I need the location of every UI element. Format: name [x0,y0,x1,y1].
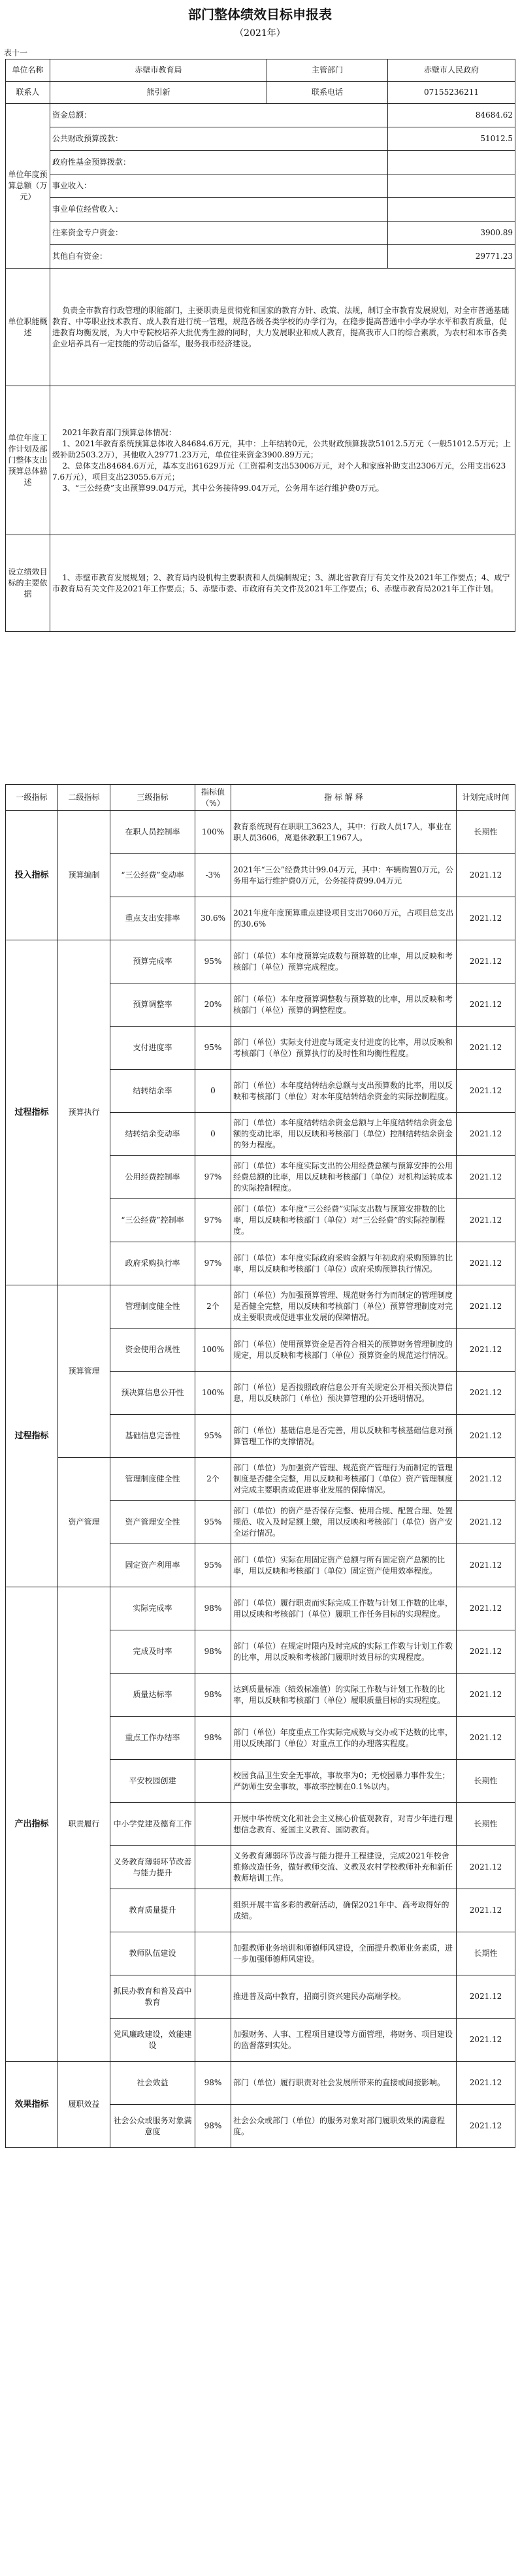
level3-indicator: 预算完成率 [110,940,195,983]
budget-row-label: 事业单位经营收入： [50,198,388,222]
duties-text: 负责全市教育行政管理的职能部门，主要职责是贯彻党和国家的教育方针、政策、法规，制订全市教育发展规划，对全市普通基础教育、中等职业技术教育、成人教育进行统一管理，规范各级各类学校的办学行为，在稳步提高普通中小学办学水平和教育质量，促进教育均衡发展，为大中专院校培养大批优秀生源的同时，大力发展职业和成人教育，提高我市人口的综合素质，为农村和本市各类企业培养具有一定技能的劳动后备军，服务我市经济建设。 [50,269,515,386]
indicator-value [195,1932,231,1975]
indicator-plan: 2021.12 [457,1285,515,1329]
indicator-value: 95% [195,1027,231,1070]
dept-value: 赤壁市人民政府 [388,59,515,82]
budget-row-label: 公共财政预算拨款： [50,127,388,151]
level3-indicator: 中小学党建及德育工作 [110,1803,195,1846]
indicator-desc: 加强教师业务培训和师德师风建设，全面提升教师业务素质，进一步加强师德师风建设。 [231,1932,457,1975]
indicator-value: 20% [195,983,231,1027]
budget-row-value [388,151,515,174]
indicator-plan: 2021.12 [457,2062,515,2105]
header-desc: 指 标 解 释 [231,785,457,811]
level2-indicator: 履职效益 [58,2062,110,2148]
overview-label: 单位年度工作计划及部门整体支出预算总体描述 [6,386,50,535]
dept-label: 主管部门 [267,59,388,82]
indicator-value: 100% [195,811,231,854]
budget-row-label: 往来资金专户资金： [50,222,388,245]
indicator-plan: 长期性 [457,1803,515,1846]
indicator-desc: 组织开展丰富多彩的教研活动，确保2021年中、高考取得好的成绩。 [231,1889,457,1932]
indicator-row [6,1458,515,1501]
indicator-value: 30.6% [195,897,231,940]
level3-indicator: 固定资产利用率 [110,1544,195,1587]
level3-indicator: 重点工作办结率 [110,1717,195,1760]
level3-indicator: 完成及时率 [110,1630,195,1674]
indicator-plan: 2021.12 [457,983,515,1027]
indicator-plan: 长期性 [457,1932,515,1975]
level3-indicator: 在职人员控制率 [110,811,195,854]
level1-indicator: 过程指标 [6,940,58,1285]
indicator-value: 98% [195,1630,231,1674]
budget-row-value: 3900.89 [388,222,515,245]
level3-indicator: 管理制度健全性 [110,1458,195,1501]
indicator-value: 0 [195,1113,231,1156]
budget-row-value [388,174,515,198]
level3-indicator: 重点支出安排率 [110,897,195,940]
indicator-plan: 2021.12 [457,1372,515,1415]
indicator-desc: 义务教育薄弱环节改善与能力提升工程建设，完成2021年校舍维修改造任务，做好教师交流、义教及农村学校教师补充和新任教师培训工作。 [231,1846,457,1889]
budget-row-value: 84684.62 [388,104,515,127]
unit-name-value: 赤壁市教育局 [50,59,267,82]
level3-indicator: 预算调整率 [110,983,195,1027]
indicator-row [6,811,515,854]
indicator-table [5,784,515,2148]
info-table [5,59,515,632]
indicator-value: 98% [195,2105,231,2148]
level3-indicator: 党风廉政建设，效能建设 [110,2019,195,2062]
level2-indicator: 预算编制 [58,811,110,940]
indicator-desc: 部门（单位）本年度实际支出的公用经费总额与预算安排的公用经费总额的比率，用以反映和考核部门（单位）对机构运转成本的实际控制程度。 [231,1156,457,1199]
indicator-plan: 2021.12 [457,1070,515,1113]
level3-indicator: 预决算信息公开性 [110,1372,195,1415]
indicator-plan: 2021.12 [457,1199,515,1242]
indicator-plan: 2021.12 [457,1975,515,2019]
indicator-desc: 开展中华传统文化和社会主义核心价值观教育，对青少年进行理想信念教育、爱国主义教育、国防教育。 [231,1803,457,1846]
level3-indicator: 社会效益 [110,2062,195,2105]
level3-indicator: 教育质量提升 [110,1889,195,1932]
indicator-desc: 部门（单位）本年度预算调整数与预算数的比率，用以反映和考核部门（单位）预算的调整程度。 [231,983,457,1027]
indicator-desc: 部门（单位）履行职责而实际完成工作数与计划工作数的比率，用以反映和考核部门（单位）履职工作任务目标的实现程度。 [231,1587,457,1630]
level3-indicator: 义务教育薄弱环节改善与能力提升 [110,1846,195,1889]
level2-indicator: 资产管理 [58,1458,110,1587]
header-value: 指标值（%） [195,785,231,811]
indicator-value [195,1889,231,1932]
level3-indicator: 社会公众或服务对象满意度 [110,2105,195,2148]
indicator-plan: 2021.12 [457,1027,515,1070]
indicator-row [6,1285,515,1329]
phone-label: 联系电话 [267,82,388,104]
level3-indicator: 政府采购执行率 [110,1242,195,1285]
indicator-plan: 长期性 [457,811,515,854]
header-plan: 计划完成时间 [457,785,515,811]
indicator-desc: 部门（单位）使用预算资金是否符合相关的预算财务管理制度的规定，用以反映和考核部门（单位）预算资金的规范运行情况。 [231,1329,457,1372]
indicator-value: 97% [195,1242,231,1285]
level3-indicator: 资金使用合规性 [110,1329,195,1372]
indicator-plan: 2021.12 [457,854,515,897]
indicator-desc: 部门（单位）本年度“三公经费”实际支出数与预算安排数的比率，用以反映和考核部门（单位）对“三公经费”的实际控制程度。 [231,1199,457,1242]
indicator-desc: 部门（单位）本年度结转结余总额与支出预算数的比率，用以反映和考核部门（单位）对本年度结转结余资金的实际控制程度。 [231,1070,457,1113]
indicator-desc: 校园食品卫生安全无事故，事故率为0；无校园暴力事件发生；严防师生安全事故，事故率控制在0.1%以内。 [231,1760,457,1803]
level3-indicator: 基础信息完善性 [110,1415,195,1458]
header-level3: 三级指标 [110,785,195,811]
budget-row-label: 事业收入： [50,174,388,198]
indicator-plan: 2021.12 [457,1113,515,1156]
indicator-value: 95% [195,1544,231,1587]
indicator-plan: 2021.12 [457,1587,515,1630]
indicator-value: 100% [195,1372,231,1415]
contact-value: 熊引新 [50,82,267,104]
budget-row-label: 资金总额： [50,104,388,127]
indicator-plan: 2021.12 [457,1501,515,1544]
indicator-value: 95% [195,1501,231,1544]
indicator-plan: 2021.12 [457,1717,515,1760]
level2-indicator: 预算执行 [58,940,110,1285]
indicator-plan: 2021.12 [457,1674,515,1717]
level2-indicator: 预算管理 [58,1285,110,1458]
form-title: 部门整体绩效目标申报表 [188,7,332,22]
indicator-value: 0 [195,1070,231,1113]
indicator-plan: 2021.12 [457,1889,515,1932]
level3-indicator: 平安校园创建 [110,1760,195,1803]
indicator-desc: 部门（单位）履行职责对社会发展所带来的直接或间接影响。 [231,2062,457,2105]
indicator-plan: 2021.12 [457,1242,515,1285]
phone-value: 07155236211 [388,82,515,104]
indicator-desc: 部门（单位）实际在用固定资产总额与所有固定资产总额的比率，用以反映和考核部门（单位）固定资产使用效率程度。 [231,1544,457,1587]
indicator-plan: 2021.12 [457,2019,515,2062]
indicator-value: 98% [195,2062,231,2105]
level1-indicator: 产出指标 [6,1587,58,2062]
indicator-plan: 2021.12 [457,1329,515,1372]
indicator-value: 2个 [195,1458,231,1501]
indicator-plan: 2021.12 [457,1630,515,1674]
indicator-value: 95% [195,940,231,983]
indicator-value [195,1803,231,1846]
indicator-plan: 2021.12 [457,1846,515,1889]
header-level2: 二级指标 [58,785,110,811]
level1-indicator: 投入指标 [6,811,58,940]
indicator-value [195,1975,231,2019]
contact-label: 联系人 [6,82,50,104]
indicator-desc: 部门（单位）本年度预算完成数与预算数的比率，用以反映和考核部门（单位）预算完成程度。 [231,940,457,983]
level3-indicator: 结转结余变动率 [110,1113,195,1156]
level3-indicator: 公用经费控制率 [110,1156,195,1199]
indicator-value: -3% [195,854,231,897]
goals-text: 1、赤壁市教育发展规划；2、教育局内设机构主要职责和人员编制规定；3、湖北省教育厅有关文件及2021年工作要点；4、咸宁市教育局有关文件及2021年工作要点；5、赤壁市委、市政府有关文件及2021年工作要点；6、赤壁市教育局2021年工作计划。 [50,535,515,632]
level3-indicator: 结转结余率 [110,1070,195,1113]
indicator-value: 97% [195,1156,231,1199]
indicator-value: 95% [195,1415,231,1458]
indicator-value [195,1846,231,1889]
indicator-desc: 部门（单位）在规定时限内及时完成的实际工作数与计划工作数的比率，用以反映和考核部门履职时效目标的实现程度。 [231,1630,457,1674]
level3-indicator: 资产管理安全性 [110,1501,195,1544]
indicator-desc: 部门（单位）是否按照政府信息公开有关规定公开相关预决算信息，用以反映部门（单位）预决算管理的公开透明情况。 [231,1372,457,1415]
indicator-value: 98% [195,1717,231,1760]
indicator-desc: 部门（单位）为加强预算管理、规范财务行为而制定的管理制度是否健全完整，用以反映和考核部门（单位）预算管理制度对完成主要职责或促进事业发展的保障情况。 [231,1285,457,1329]
indicator-plan: 长期性 [457,1760,515,1803]
indicator-desc: 推进普及高中教育，招商引资兴建民办高端学校。 [231,1975,457,2019]
indicator-desc: 部门（单位）为加强资产管理、规范资产管理行为而制定的管理制度是否健全完整，用以反映和考核部门（单位）资产管理制度对完成主要职责或促进事业发展的保障情况。 [231,1458,457,1501]
indicator-value: 2个 [195,1285,231,1329]
indicator-plan: 2021.12 [457,1458,515,1501]
level3-indicator: 管理制度健全性 [110,1285,195,1329]
budget-row-value: 29771.23 [388,245,515,269]
header-level1: 一级指标 [6,785,58,811]
budget-row-label: 其他自有资金： [50,245,388,269]
unit-name-label: 单位名称 [6,59,50,82]
level3-indicator: 支付进度率 [110,1027,195,1070]
indicator-plan: 2021.12 [457,940,515,983]
level3-indicator: 实际完成率 [110,1587,195,1630]
indicator-plan: 2021.12 [457,1156,515,1199]
indicator-desc: 部门（单位）本年度结转结余资金总额与上年度结转结余资金总额的变动比率，用以反映和考核部门（单位）控制结转结余资金的努力程度。 [231,1113,457,1156]
indicator-value: 100% [195,1329,231,1372]
indicator-desc: 部门（单位）基础信息是否完善，用以反映和考核基础信息对预算管理工作的支撑情况。 [231,1415,457,1458]
level3-indicator: “三公经费”变动率 [110,854,195,897]
indicator-value: 97% [195,1199,231,1242]
indicator-value [195,2019,231,2062]
level3-indicator: “三公经费”控制率 [110,1199,195,1242]
indicator-row [6,2062,515,2105]
indicator-desc: 社会公众或部门（单位）的服务对象对部门履职效果的满意程度。 [231,2105,457,2148]
budget-section-label: 单位年度预算总额（万元） [6,104,50,269]
indicator-plan: 2021.12 [457,1544,515,1587]
indicator-desc: 达到质量标准（绩效标准值）的实际工作数与计划工作数的比率，用以反映和考核部门（单位）履职质量目标的实现程度。 [231,1674,457,1717]
budget-row-label: 政府性基金预算拨款： [50,151,388,174]
table-number: 表十一 [4,48,28,58]
overview-text: 2021年教育部门预算总体情况： 1、2021年教育系统预算总体收入84684.6万元，其中：上年结转0元，公共财政预算拨款51012.5万元（一般51012.5万元；上级补助2503.2万），其他收入29771.23万元，单位往来资金3900.89万元； 2、总体支出84684.6万元，基本支出61629万元（工资福利支出53006万元，对个人和家庭补助支出2306万元，公用支出6237.6万元），项目支出23055.6万元； 3、“三公经费”支出预算99.04万元，其中公务接待99.04万元，公务用车运行维护费0万元。 [50,386,515,535]
indicator-desc: 部门（单位）实际支付进度与既定支付进度的比率，用以反映和考核部门（单位）预算执行的及时性和均衡性程度。 [231,1027,457,1070]
indicator-value: 98% [195,1674,231,1717]
form-year: （2021年） [235,28,285,39]
indicator-row [6,1587,515,1630]
duties-label: 单位职能概述 [6,269,50,386]
indicator-value [195,1760,231,1803]
level1-indicator: 效果指标 [6,2062,58,2148]
indicator-desc: 加强财务、人事、工程项目建设等方面管理，将财务、项目建设的监督落到实处。 [231,2019,457,2062]
budget-row-value: 51012.5 [388,127,515,151]
level2-indicator: 职责履行 [58,1587,110,2062]
indicator-plan: 2021.12 [457,2105,515,2148]
indicator-plan: 2021.12 [457,897,515,940]
level3-indicator: 质量达标率 [110,1674,195,1717]
indicator-value: 98% [195,1587,231,1630]
level3-indicator: 抓民办教育和普及高中教育 [110,1975,195,2019]
indicator-row [6,940,515,983]
indicator-desc: 2021年度年度预算重点建设项目支出7060万元，占项目总支出的30.6% [231,897,457,940]
indicator-desc: 部门（单位）本年度实际政府采购金额与年初政府采购预算的比率，用以反映和考核部门（单位）政府采购预算执行情况。 [231,1242,457,1285]
indicator-plan: 2021.12 [457,1415,515,1458]
indicator-desc: 部门（单位）年度重点工作实际完成数与交办或下达数的比率，用以反映部门（单位）对重点工作的办理落实程度。 [231,1717,457,1760]
level1-indicator: 过程指标 [6,1285,58,1587]
indicator-desc: 部门（单位）的资产是否保存完整、使用合规、配置合理、处置规范、收入及时足额上缴，用以反映和考核部门（单位）资产安全运行情况。 [231,1501,457,1544]
indicator-desc: 教育系统现有在职职工3623人，其中：行政人员17人，事业在职人员3606，离退休教职工1967人。 [231,811,457,854]
level3-indicator: 教师队伍建设 [110,1932,195,1975]
budget-row-value [388,198,515,222]
goals-label: 设立绩效目标的主要依据 [6,535,50,632]
indicator-desc: 2021年“三公”经费共计99.04万元，其中：车辆购置0万元，公务用车运行维护费0万元，公务接待费99.04万元 [231,854,457,897]
